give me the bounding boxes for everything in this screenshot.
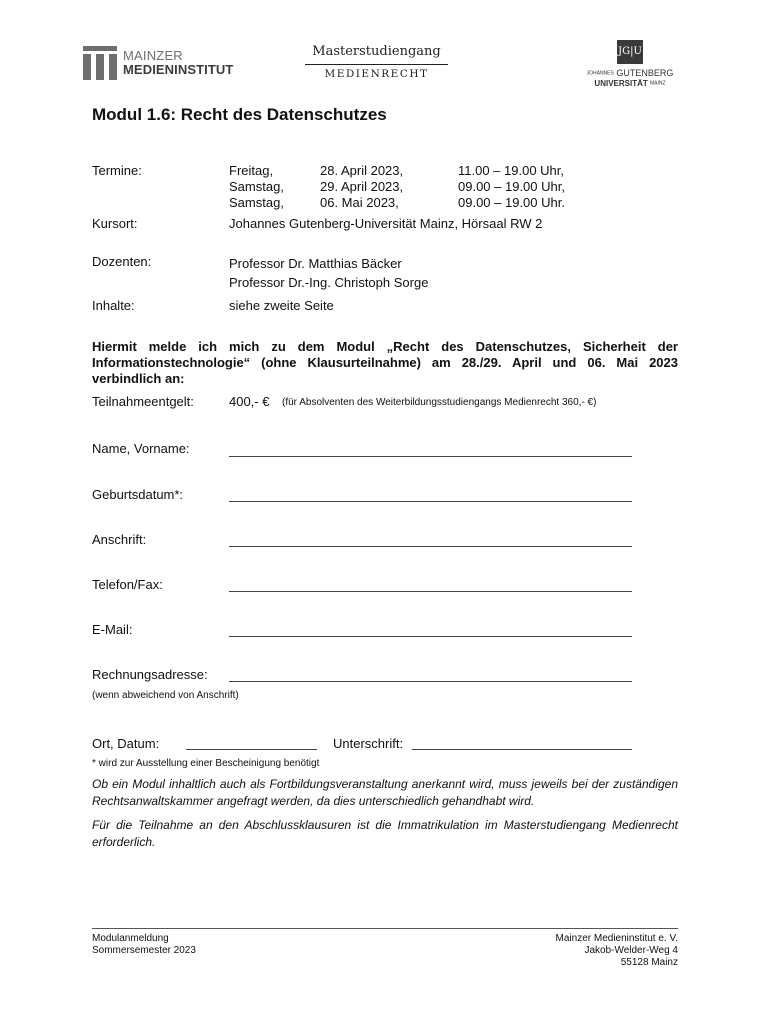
dozenten-label: Dozenten: xyxy=(92,254,152,269)
inhalte-value: siehe zweite Seite xyxy=(229,298,334,313)
birthdate-label: Geburtsdatum*: xyxy=(92,487,184,502)
place-date-field[interactable] xyxy=(186,749,317,750)
footer-right xyxy=(478,933,678,969)
termin-date: 06. Mai 2023, xyxy=(320,195,399,210)
footer-divider xyxy=(92,928,678,929)
footer-left-line1: Modulanmeldung xyxy=(92,933,169,944)
footer-left-line2: Sommersemester 2023 xyxy=(92,945,196,956)
program-header-line2: MEDIENRECHT xyxy=(324,68,429,80)
signature-label: Unterschrift: xyxy=(333,736,404,751)
address-field[interactable] xyxy=(229,546,632,547)
footer-right-line3: 55128 Mainz xyxy=(620,957,678,968)
termin-day: Samstag, xyxy=(229,195,284,210)
logo-text-line1: MAINZER xyxy=(123,48,183,63)
name-label: Name, Vorname: xyxy=(92,441,190,456)
birthdate-field[interactable] xyxy=(229,501,632,502)
footer-left xyxy=(92,933,196,957)
kursort-value: Johannes Gutenberg-Universität Mainz, Hörsaal RW 2 xyxy=(229,216,543,231)
place-date-label: Ort, Datum: xyxy=(92,736,160,751)
termine-days xyxy=(229,163,284,211)
jgu-logo-icon: JG|U xyxy=(617,40,643,64)
termin-day: Samstag, xyxy=(229,179,284,194)
program-header xyxy=(305,44,448,80)
dozent-1: Professor Dr. Matthias Bäcker xyxy=(229,256,402,271)
info-paragraph-1: Ob ein Modul inhaltlich auch als Fortbildungsveranstaltung anerkannt wird, muss jeweils bei der zuständigen Rechtsanwaltskammer angefragt werden, da dies unterschiedlich gehandhabt wird. xyxy=(92,777,678,808)
termin-time: 09.00 – 19.00 Uhr. xyxy=(458,195,565,210)
termine-times xyxy=(458,163,565,211)
footnote: * wird zur Ausstellung einer Bescheinigung benötigt xyxy=(92,758,320,769)
termin-day: Freitag, xyxy=(229,163,274,178)
phone-field[interactable] xyxy=(229,591,632,592)
billing-label: Rechnungsadresse: xyxy=(92,667,208,682)
termin-time: 09.00 – 19.00 Uhr, xyxy=(458,179,565,194)
registration-statement: Hiermit melde ich mich zu dem Modul „Recht des Datenschutzes, Sicherheit der Informationstechnologie“ (ohne Klausurteilnahme) am 28./29. April und 06. Mai 2023 verbindlich an: xyxy=(92,339,678,386)
fee-note: (für Absolventen des Weiterbildungsstudiengangs Medienrecht 360,- €) xyxy=(282,397,597,408)
fee-label: Teilnahmeentgelt: xyxy=(92,394,194,409)
email-label: E-Mail: xyxy=(92,622,133,637)
inhalte-label: Inhalte: xyxy=(92,298,135,313)
billing-note: (wenn abweichend von Anschrift) xyxy=(92,690,239,701)
program-header-line1: Masterstudiengang xyxy=(305,44,448,65)
jgu-suffix: MAINZ xyxy=(650,80,666,87)
kursort-label: Kursort: xyxy=(92,216,138,231)
jgu-prefix: JOHANNES xyxy=(586,70,614,77)
name-field[interactable] xyxy=(229,456,632,457)
termine-dates xyxy=(320,163,403,211)
footer-right-line1: Mainzer Medieninstitut e. V. xyxy=(555,933,678,944)
termine-label: Termine: xyxy=(92,163,142,178)
jgu-logo xyxy=(585,40,675,88)
signature-field[interactable] xyxy=(412,749,632,750)
jgu-line1: GUTENBERG xyxy=(616,68,674,78)
billing-address-field[interactable] xyxy=(229,681,632,682)
phone-label: Telefon/Fax: xyxy=(92,577,163,592)
dozenten-list xyxy=(229,254,428,292)
mainzer-medieninstitut-logo xyxy=(83,46,233,80)
info-paragraph-2: Für die Teilnahme an den Abschlussklausuren ist die Immatrikulation im Masterstudiengang Medienrecht erforderlich. xyxy=(92,818,678,849)
fee-value: 400,- € xyxy=(229,394,270,409)
page-title: Modul 1.6: Recht des Datenschutzes xyxy=(92,105,387,124)
termin-date: 29. April 2023, xyxy=(320,179,404,194)
footer-right-line2: Jakob-Welder-Weg 4 xyxy=(584,945,678,956)
address-label: Anschrift: xyxy=(92,532,147,547)
email-field[interactable] xyxy=(229,636,632,637)
termin-time: 11.00 – 19.00 Uhr, xyxy=(458,163,565,178)
logo-text-line2: MEDIENINSTITUT xyxy=(123,62,234,77)
termin-date: 28. April 2023, xyxy=(320,163,404,178)
medieninstitut-logo-icon xyxy=(83,46,117,80)
dozent-2: Professor Dr.-Ing. Christoph Sorge xyxy=(229,275,429,290)
jgu-line2: UNIVERSITÄT xyxy=(594,78,648,88)
